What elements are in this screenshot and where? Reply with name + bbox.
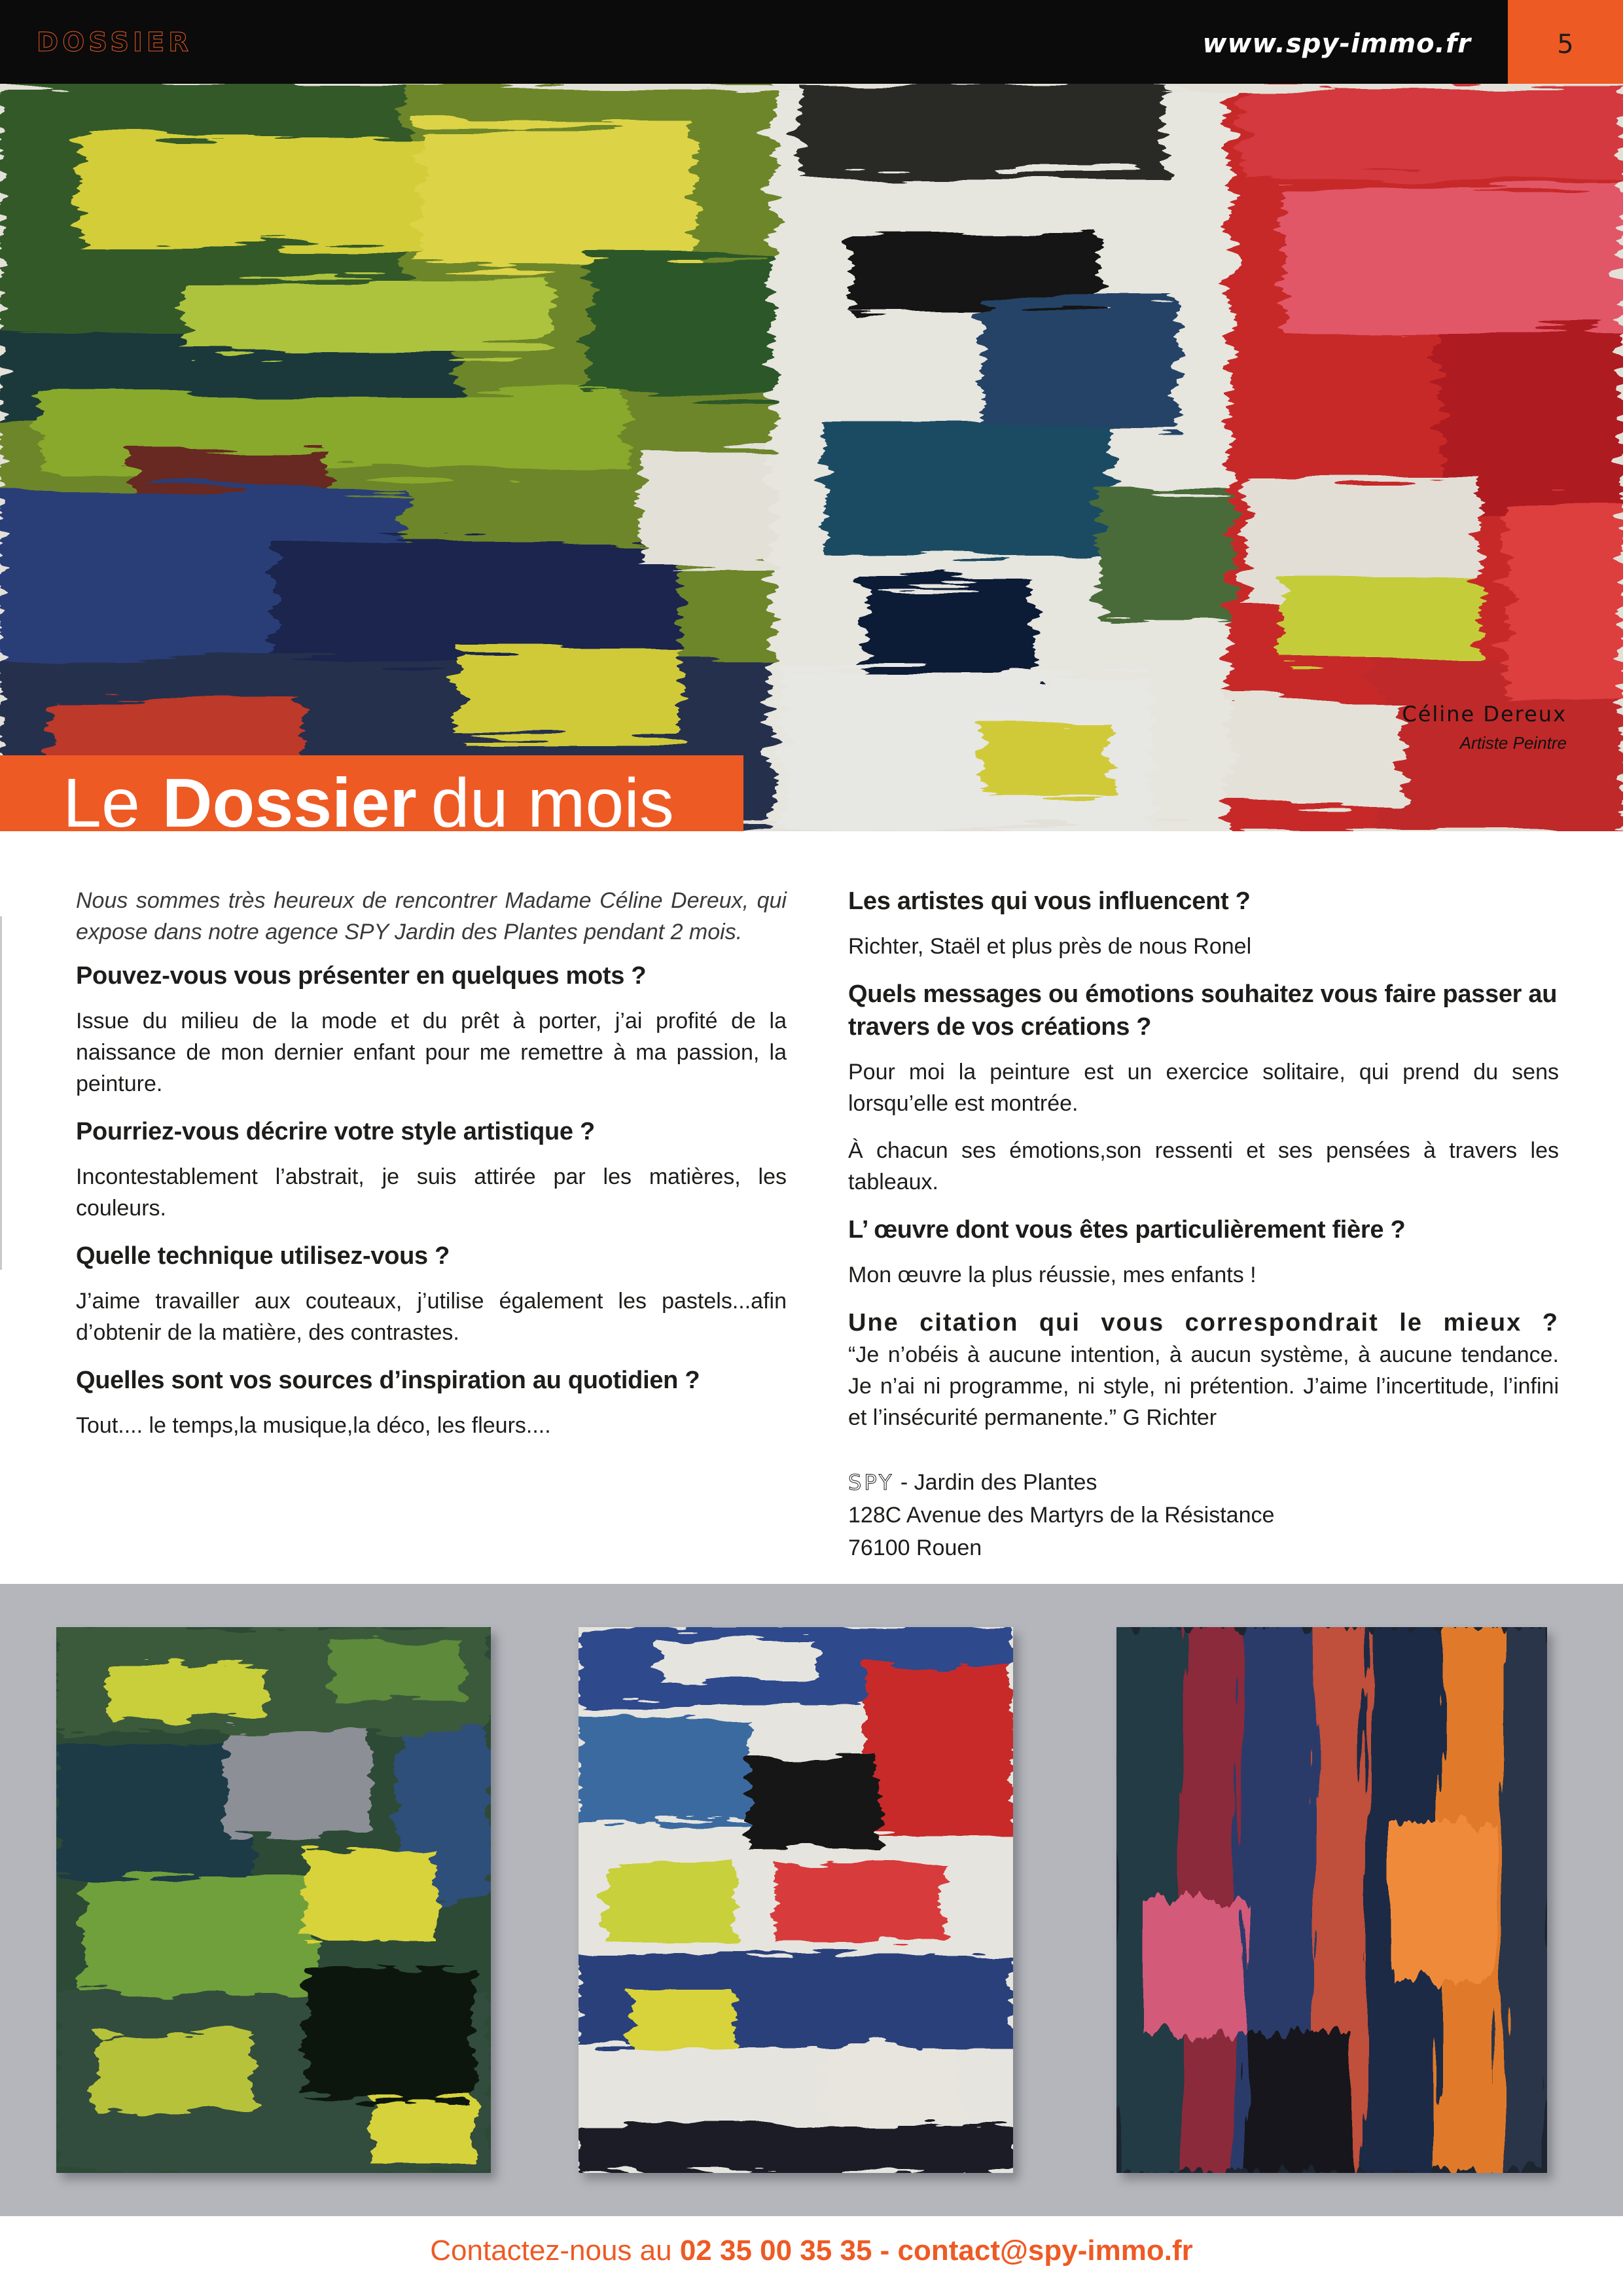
- title-word-du-mois: du mois: [431, 764, 674, 831]
- website-link[interactable]: www.spy-immo.fr: [1202, 29, 1471, 59]
- question-influences: Les artistes qui vous influencent ?: [848, 888, 1251, 915]
- footer-prefix: Contactez-nous au: [430, 2234, 680, 2267]
- answer-technique: J’aime travailler aux couteaux, j’utilise également les pastels...afin d’obtenir de la matière, des contrastes.: [76, 1289, 787, 1345]
- right-column: [848, 885, 1559, 1564]
- title-word-dossier: Dossier: [162, 764, 417, 831]
- hero-painting: [0, 84, 1623, 831]
- page-title: [63, 764, 674, 831]
- intro-paragraph: Nous sommes très heureux de rencontrer Madame Céline Dereux, qui expose dans notre agence SPY Jardin des Plantes pendant 2 mois.: [76, 888, 787, 944]
- question-technique: Quelle technique utilisez-vous ?: [76, 1242, 450, 1270]
- spy-logo: SPY: [848, 1470, 895, 1495]
- painting-green-image: [56, 1627, 491, 2173]
- painting-green: [56, 1627, 491, 2173]
- answer-favorite-work: Mon œuvre la plus réussie, mes enfants !: [848, 1263, 1257, 1287]
- question-style: Pourriez-vous décrire votre style artistique ?: [76, 1118, 595, 1145]
- section-label: DOSSIER: [37, 27, 193, 58]
- painting-multicolor-image: [579, 1627, 1013, 2173]
- title-band: [0, 755, 743, 831]
- paintings-photo: [0, 1584, 1623, 2216]
- answer-messages-2: À chacun ses émotions,son ressenti et ses pensées à travers les tableaux.: [848, 1138, 1559, 1194]
- address-street: 128C Avenue des Martyrs de la Résistance: [848, 1503, 1275, 1528]
- answer-influences: Richter, Staël et plus près de nous Ronel: [848, 934, 1252, 959]
- title-word-le: Le: [63, 764, 140, 831]
- artist-caption: [1402, 702, 1567, 753]
- top-bar: [0, 0, 1623, 84]
- left-column: [76, 885, 787, 1457]
- answer-quote: “Je n’obéis à aucune intention, à aucun système, à aucune tendance. Je n’ai ni programme, ni style, ni prétention. J’aime l’incertitude, l’infini et l’insécurité permanente.” G Richter: [848, 1342, 1559, 1430]
- answer-presentation: Issue du milieu de la mode et du prêt à porter, j’ai profité de la naissance de mon dernier enfant pour me remettre à ma passion, la peinture.: [76, 1009, 787, 1096]
- address-city: 76100 Rouen: [848, 1535, 982, 1560]
- answer-inspiration: Tout.... le temps,la musique,la déco, les fleurs....: [76, 1413, 551, 1438]
- artist-name: Céline Dereux: [1402, 702, 1567, 726]
- footer-separator: -: [872, 2234, 898, 2267]
- painting-dark: [1116, 1627, 1547, 2173]
- question-messages: Quels messages ou émotions souhaitez vous faire passer au travers de vos créations ?: [848, 980, 1558, 1041]
- margin-rule: [0, 916, 2, 1270]
- abstract-painting-image: [0, 84, 1623, 831]
- answer-messages-1: Pour moi la peinture est un exercice solitaire, qui prend du sens lorsqu’elle est montrée.: [848, 1060, 1559, 1116]
- question-quote: Une citation qui vous correspondrait le mieux ?: [848, 1309, 1559, 1336]
- footer-phone[interactable]: 02 35 00 35 35: [679, 2234, 872, 2267]
- page-number: 5: [1508, 0, 1623, 84]
- agency-address: [848, 1466, 1559, 1564]
- question-favorite-work: L’ œuvre dont vous êtes particulièrement fière ?: [848, 1216, 1406, 1244]
- address-agency: - Jardin des Plantes: [894, 1470, 1097, 1495]
- artist-role: Artiste Peintre: [1459, 733, 1567, 753]
- question-inspiration: Quelles sont vos sources d’inspiration au quotidien ?: [76, 1367, 700, 1394]
- address-agency-line: [848, 1466, 1559, 1499]
- footer-email[interactable]: contact@spy-immo.fr: [897, 2234, 1193, 2267]
- question-presentation: Pouvez-vous vous présenter en quelques mots ?: [76, 962, 647, 990]
- painting-multicolor: [579, 1627, 1013, 2173]
- painting-dark-image: [1116, 1627, 1547, 2173]
- answer-style: Incontestablement l’abstrait, je suis attirée par les matières, les couleurs.: [76, 1164, 787, 1221]
- footer-contact: [0, 2234, 1623, 2267]
